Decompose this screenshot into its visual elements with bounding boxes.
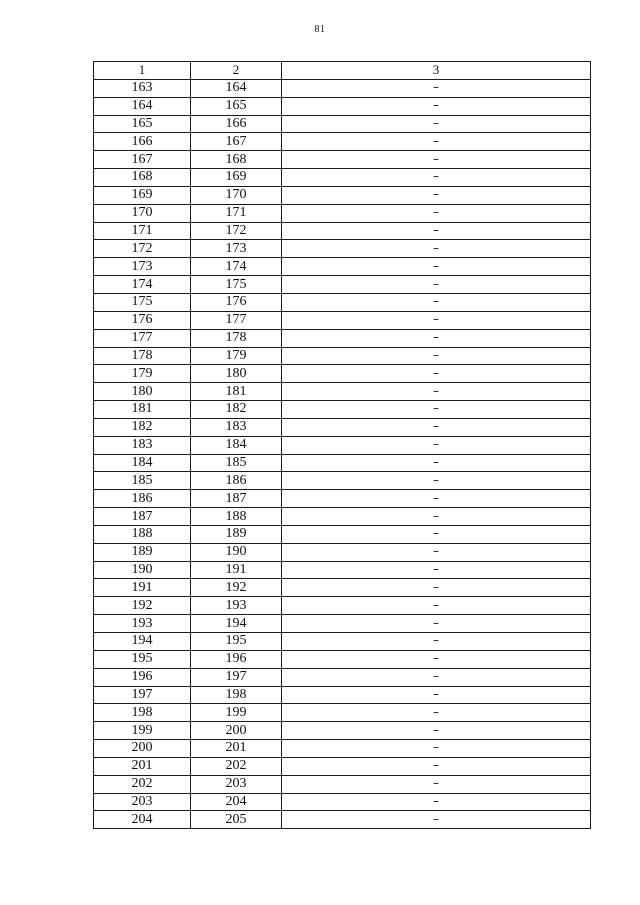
table-row [94,686,591,704]
table-cell-col-2: 204 [191,793,282,811]
dash-value: – [433,419,439,434]
table-cell-col-3 [282,811,591,829]
table-cell-col-1: 193 [94,615,191,633]
table-row [94,740,591,758]
table-cell-col-1: 199 [94,722,191,740]
table-cell-col-3 [282,775,591,793]
table-cell-col-2: 197 [191,668,282,686]
table-cell-col-2: 173 [191,240,282,258]
table-cell-col-2: 181 [191,383,282,401]
table-cell-col-2: 170 [191,186,282,204]
dash-value: – [433,722,439,737]
table-cell-col-3 [282,508,591,526]
table-cell-col-1: 164 [94,97,191,115]
table-row [94,525,591,543]
table-cell-col-3 [282,650,591,668]
dash-value: – [433,454,439,469]
table-row [94,293,591,311]
table-cell-col-2: 188 [191,508,282,526]
table-cell-col-3 [282,79,591,97]
dash-value: – [433,579,439,594]
table-cell-col-2: 177 [191,311,282,329]
dash-value: – [433,508,439,523]
table-row [94,240,591,258]
table-cell-col-2: 164 [191,79,282,97]
table-cell-col-1: 169 [94,186,191,204]
table-row [94,668,591,686]
table-cell-col-2: 200 [191,722,282,740]
table-cell-col-1: 189 [94,543,191,561]
table-row [94,793,591,811]
dash-value: – [433,437,439,452]
table-cell-col-3 [282,97,591,115]
dash-value: – [433,686,439,701]
dash-value: – [433,669,439,684]
table-cell-col-3 [282,757,591,775]
table-cell-col-1: 192 [94,597,191,615]
dash-value: – [433,365,439,380]
table-cell-col-3 [282,472,591,490]
column-header-3: 3 [282,62,591,80]
table-cell-col-3 [282,169,591,187]
table-cell-col-2: 168 [191,151,282,169]
table-cell-col-2: 169 [191,169,282,187]
table-cell-col-2: 196 [191,650,282,668]
table-cell-col-2: 182 [191,401,282,419]
table-row [94,472,591,490]
table-cell-col-3 [282,258,591,276]
table-cell-col-1: 172 [94,240,191,258]
table-cell-col-2: 171 [191,204,282,222]
table-cell-col-2: 189 [191,525,282,543]
table-row [94,204,591,222]
table-cell-col-1: 203 [94,793,191,811]
table-row [94,757,591,775]
table-cell-col-2: 166 [191,115,282,133]
table-row [94,169,591,187]
table-cell-col-3 [282,293,591,311]
table-cell-col-2: 202 [191,757,282,775]
table-row [94,97,591,115]
table-cell-col-1: 186 [94,490,191,508]
table-cell-col-3 [282,454,591,472]
table-cell-col-2: 194 [191,615,282,633]
table-cell-col-2: 175 [191,276,282,294]
table-row [94,615,591,633]
table-cell-col-1: 197 [94,686,191,704]
dash-value: – [433,615,439,630]
table-row [94,543,591,561]
table-cell-col-3 [282,615,591,633]
table-cell-col-3 [282,579,591,597]
table-cell-col-2: 167 [191,133,282,151]
dash-value: – [433,294,439,309]
dash-value: – [433,276,439,291]
table-row [94,383,591,401]
table-header-row [94,62,591,80]
table-cell-col-1: 183 [94,436,191,454]
table-cell-col-2: 205 [191,811,282,829]
table-cell-col-1: 184 [94,454,191,472]
table-cell-col-2: 174 [191,258,282,276]
dash-value: – [433,383,439,398]
dash-value: – [433,544,439,559]
table-cell-col-2: 186 [191,472,282,490]
table-cell-col-1: 198 [94,704,191,722]
dash-value: – [433,811,439,826]
table-cell-col-1: 202 [94,775,191,793]
table-row [94,401,591,419]
dash-value: – [433,794,439,809]
table-cell-col-1: 168 [94,169,191,187]
table-cell-col-3 [282,561,591,579]
table-row [94,650,591,668]
table-row [94,490,591,508]
table-row [94,561,591,579]
dash-value: – [433,633,439,648]
dash-value: – [433,151,439,166]
table-row [94,222,591,240]
dash-value: – [433,330,439,345]
table-row [94,597,591,615]
dash-value: – [433,740,439,755]
table-cell-col-2: 185 [191,454,282,472]
table-cell-col-2: 180 [191,365,282,383]
table-row [94,276,591,294]
table-cell-col-1: 177 [94,329,191,347]
table-cell-col-1: 178 [94,347,191,365]
table-cell-col-1: 200 [94,740,191,758]
table-cell-col-1: 190 [94,561,191,579]
table-cell-col-3 [282,347,591,365]
dash-value: – [433,133,439,148]
table-cell-col-1: 201 [94,757,191,775]
dash-value: – [433,205,439,220]
table-cell-col-2: 203 [191,775,282,793]
table-row [94,775,591,793]
table-cell-col-2: 178 [191,329,282,347]
table-cell-col-1: 204 [94,811,191,829]
table-cell-col-2: 198 [191,686,282,704]
table-cell-col-1: 196 [94,668,191,686]
table-cell-col-1: 185 [94,472,191,490]
table-row [94,151,591,169]
table-cell-col-1: 187 [94,508,191,526]
table-cell-col-1: 170 [94,204,191,222]
table-row [94,418,591,436]
table-cell-col-1: 163 [94,79,191,97]
table-cell-col-1: 166 [94,133,191,151]
dash-value: – [433,258,439,273]
table-cell-col-3 [282,436,591,454]
dash-value: – [433,169,439,184]
table-cell-col-3 [282,543,591,561]
table-cell-col-3 [282,133,591,151]
table-cell-col-2: 183 [191,418,282,436]
table-cell-col-2: 193 [191,597,282,615]
dash-value: – [433,80,439,95]
table-row [94,347,591,365]
table-cell-col-3 [282,204,591,222]
dash-value: – [433,223,439,238]
table-cell-col-3 [282,383,591,401]
table-row [94,133,591,151]
table-cell-col-1: 175 [94,293,191,311]
table-row [94,633,591,651]
table-cell-col-1: 171 [94,222,191,240]
table-cell-col-2: 172 [191,222,282,240]
table-row [94,704,591,722]
table-cell-col-3 [282,668,591,686]
table-cell-col-1: 188 [94,525,191,543]
dash-value: – [433,651,439,666]
table-cell-col-3 [282,597,591,615]
page-number: 81 [314,24,326,35]
table-row [94,454,591,472]
table-cell-col-2: 187 [191,490,282,508]
dash-value: – [433,562,439,577]
table-cell-col-2: 190 [191,543,282,561]
table-cell-col-1: 182 [94,418,191,436]
table-cell-col-3 [282,276,591,294]
dash-value: – [433,240,439,255]
table-cell-col-1: 179 [94,365,191,383]
table-cell-col-3 [282,525,591,543]
table-cell-col-3 [282,311,591,329]
dash-value: – [433,98,439,113]
table-row [94,579,591,597]
table-cell-col-1: 174 [94,276,191,294]
table-cell-col-2: 184 [191,436,282,454]
table-cell-col-3 [282,240,591,258]
dash-value: – [433,758,439,773]
table-row [94,722,591,740]
table-row [94,79,591,97]
table-cell-col-3 [282,704,591,722]
dash-value: – [433,704,439,719]
dash-value: – [433,187,439,202]
table-cell-col-3 [282,151,591,169]
table-cell-col-1: 165 [94,115,191,133]
table-row [94,329,591,347]
table-cell-col-3 [282,722,591,740]
table-cell-col-3 [282,222,591,240]
table-cell-col-2: 192 [191,579,282,597]
table-row [94,436,591,454]
dash-value: – [433,401,439,416]
table-row [94,365,591,383]
table-cell-col-3 [282,686,591,704]
table-row [94,258,591,276]
table-cell-col-2: 191 [191,561,282,579]
dash-value: – [433,490,439,505]
table-cell-col-1: 167 [94,151,191,169]
table-cell-col-3 [282,186,591,204]
table-cell-col-1: 181 [94,401,191,419]
table-cell-col-3 [282,115,591,133]
table-cell-col-2: 201 [191,740,282,758]
table-cell-col-2: 199 [191,704,282,722]
table-row [94,811,591,829]
dash-value: – [433,597,439,612]
table-row [94,311,591,329]
table-cell-col-3 [282,633,591,651]
table-cell-col-2: 179 [191,347,282,365]
table-cell-col-3 [282,740,591,758]
table-cell-col-2: 176 [191,293,282,311]
column-header-1: 1 [94,62,191,80]
table-cell-col-1: 194 [94,633,191,651]
table-row [94,115,591,133]
table-cell-col-1: 191 [94,579,191,597]
table-cell-col-3 [282,401,591,419]
table-row [94,508,591,526]
table-cell-col-1: 180 [94,383,191,401]
dash-value: – [433,115,439,130]
table-cell-col-2: 195 [191,633,282,651]
table-cell-col-3 [282,793,591,811]
table-cell-col-3 [282,490,591,508]
data-table [93,61,591,829]
table-row [94,186,591,204]
table-cell-col-3 [282,365,591,383]
table-cell-col-1: 195 [94,650,191,668]
dash-value: – [433,776,439,791]
dash-value: – [433,472,439,487]
table-cell-col-1: 176 [94,311,191,329]
dash-value: – [433,312,439,327]
dash-value: – [433,347,439,362]
table-cell-col-1: 173 [94,258,191,276]
table-cell-col-2: 165 [191,97,282,115]
table-cell-col-3 [282,329,591,347]
dash-value: – [433,526,439,541]
column-header-2: 2 [191,62,282,80]
table-cell-col-3 [282,418,591,436]
table-body [94,79,591,828]
